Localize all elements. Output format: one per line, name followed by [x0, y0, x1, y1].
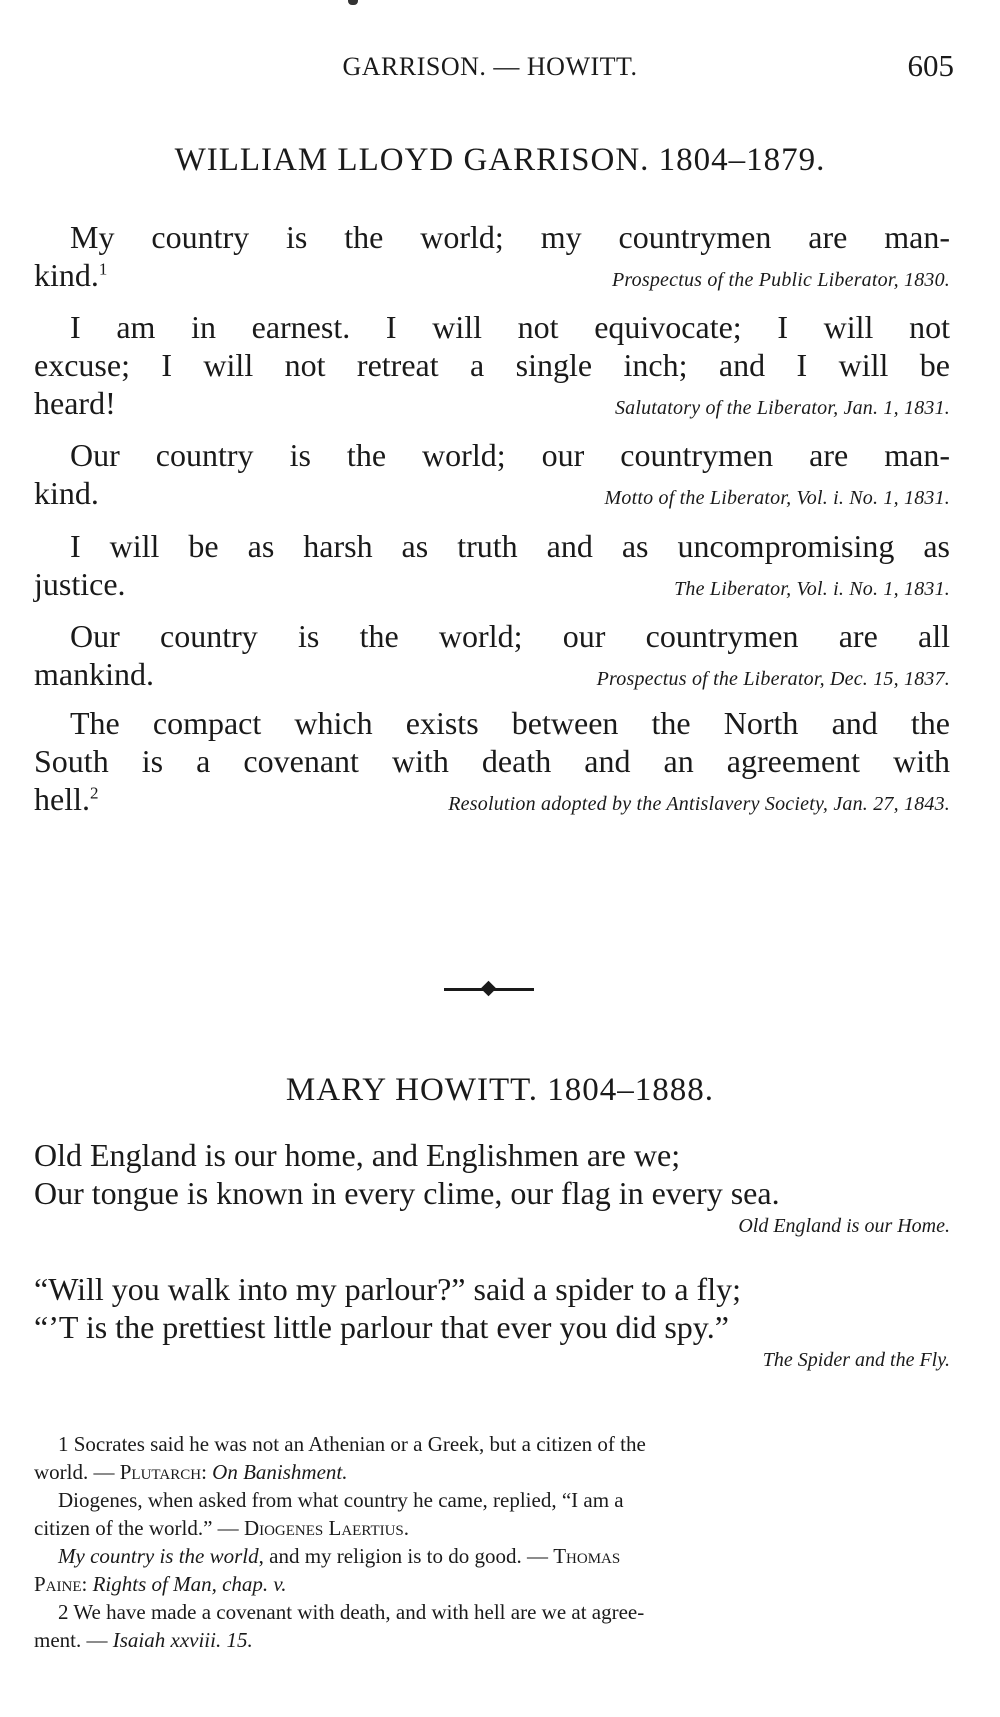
verse-source: The Spider and the Fly.	[762, 1349, 950, 1371]
quote-line: Our country is the world; our countrymen are man-	[70, 437, 950, 473]
quote-line: My country is the world; my countrymen are man-	[70, 219, 950, 255]
section-divider-ornament	[444, 982, 534, 996]
howitt-verse-1	[34, 1136, 950, 1240]
quote-last-line: hell.	[34, 781, 90, 817]
garrison-quote-5	[34, 617, 950, 698]
verse-line: “’T is the prettiest little parlour that ever you did spy.”	[34, 1309, 729, 1345]
footnote-ref-1: 1	[98, 259, 108, 279]
running-head: GARRISON. — HOWITT.	[342, 52, 638, 81]
footnote-1: 1 Socrates said he was not an Athenian or a Greek, but a citizen of the world. — Plutarch: On Banishment.	[34, 1432, 646, 1484]
garrison-section-title: WILLIAM LLOYD GARRISON. 1804–1879.	[174, 142, 826, 178]
top-edge-mark	[348, 0, 358, 5]
verse-line: Old England is our home, and Englishmen are we;	[34, 1137, 681, 1173]
garrison-quote-4	[34, 527, 950, 608]
garrison-quote-2	[34, 308, 950, 427]
footnotes	[34, 1430, 950, 1654]
garrison-quote-1	[34, 218, 950, 299]
footnote-2: 2 We have made a covenant with death, and with hell are we at agree- ment. — Isaiah xxviii. 15.	[34, 1600, 645, 1652]
quote-source: Resolution adopted by the Antislavery Society, Jan. 27, 1843.	[448, 793, 950, 815]
quote-source: Motto of the Liberator, Vol. i. No. 1, 1831.	[604, 487, 950, 509]
quote-line: I am in earnest. I will not equivocate; I will not	[70, 309, 950, 345]
garrison-quote-3	[34, 436, 950, 517]
verse-line: Our tongue is known in every clime, our flag in every sea.	[34, 1175, 780, 1211]
footnote-ref-2: 2	[89, 783, 99, 803]
verse-source: Old England is our Home.	[738, 1215, 950, 1237]
quote-last-line: kind.	[34, 257, 99, 293]
howitt-verse-2	[34, 1270, 950, 1374]
quote-source: The Liberator, Vol. i. No. 1, 1831.	[674, 578, 950, 600]
howitt-section-title: MARY HOWITT. 1804–1888.	[285, 1072, 715, 1108]
quote-last-line: justice.	[34, 566, 126, 602]
footnote-diogenes: Diogenes, when asked from what country he came, replied, “I am a citizen of the world.” — Diogenes Laertius.	[34, 1488, 624, 1540]
diamond-ornament-icon	[481, 981, 497, 997]
verse-line: “Will you walk into my parlour?” said a spider to a fly;	[34, 1271, 741, 1307]
quote-line: Our country is the world; our countrymen are all	[70, 618, 950, 654]
quote-source: Prospectus of the Liberator, Dec. 15, 1837.	[596, 668, 950, 690]
quote-line: The compact which exists between the North and the	[70, 705, 950, 741]
quote-line: I will be as harsh as truth and as uncompromising as	[70, 528, 950, 564]
footnote-paine: My country is the world, and my religion is to do good. — Thomas Paine: Rights of Man, chap. v.	[34, 1544, 621, 1596]
quote-last-line: mankind.	[34, 656, 154, 692]
quote-last-line: kind.	[34, 475, 99, 511]
quote-source: Salutatory of the Liberator, Jan. 1, 1831.	[614, 397, 950, 419]
quote-source: Prospectus of the Public Liberator, 1830.	[612, 269, 950, 291]
page-number: 605	[907, 48, 954, 83]
quote-line: excuse; I will not retreat a single inch; and I will be	[34, 347, 950, 383]
garrison-quote-6	[34, 704, 950, 823]
quote-line: South is a covenant with death and an agreement with	[34, 743, 950, 779]
quote-last-line: heard!	[34, 385, 116, 421]
